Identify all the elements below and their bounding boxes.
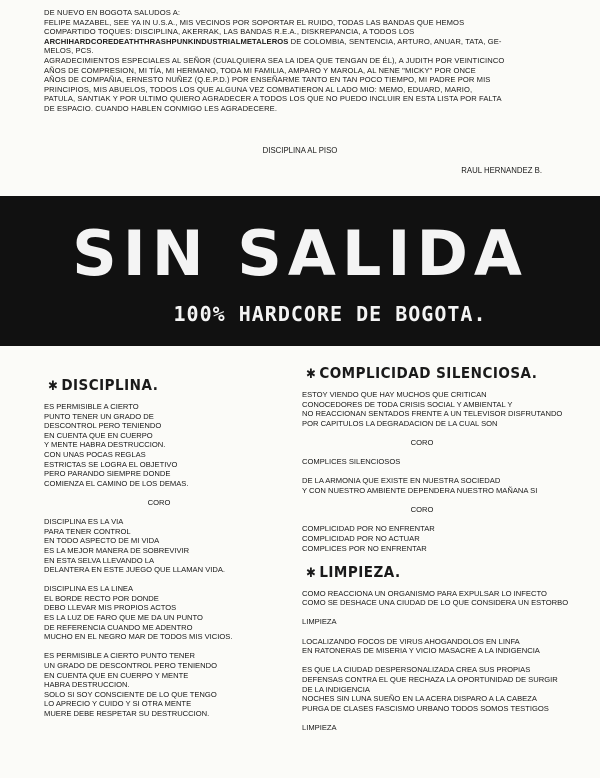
lyric-line: PUNTO TENER UN GRADO DE <box>44 411 154 421</box>
lyric-line: COMPLICES POR NO ENFRENTAR <box>302 543 427 553</box>
lyric-line: COMIENZA EL CAMINO DE LOS DEMAS. <box>44 478 189 488</box>
intro-bold-segment: ARCHIHARDCOREDEATHTHRASHPUNKINDUSTRIALMETALEROS <box>44 36 289 46</box>
lyric-line: PARA TENER CONTROL <box>44 526 131 536</box>
lyric-line: EN CUENTA QUE EN CUERPO Y MENTE <box>44 670 189 680</box>
intro-line: MELOS, PCS. <box>44 46 94 56</box>
lyric-line: EN ESTA SELVA LLEVANDO LA <box>44 555 155 565</box>
lyric-line: ESTOY VIENDO QUE HAY MUCHOS QUE CRITICAN <box>302 390 487 399</box>
lyric-line: COMO SE DESHACE UNA CIUDAD DE LO QUE CONSIDERA UN ESTORBO <box>302 598 569 608</box>
lyrics-left-column <box>44 376 284 719</box>
lyric-line: EN RATONERAS DE MISERIA Y VICIO MASACRE A LA INDIGENCIA <box>302 646 540 656</box>
song-title-limpieza <box>306 563 562 583</box>
intro-line: PATULA, SANTIAK Y POR ULTIMO QUIERO AGRADECER A TODOS LOS QUE NO PUEDO INCLUIR EN ESTA LISTA POR FALTA <box>44 94 502 104</box>
coro-label: CORO <box>410 437 434 447</box>
star-icon: ✱ <box>306 565 317 581</box>
intro-line: PRINCIPIOS, MIS ABUELOS, TODOS LOS QUE ALGUNA VEZ COMBATIERON AL LADO MIO: MEMO, EDUARD, MARIO, <box>44 84 473 94</box>
song-title-complicidad <box>306 364 562 384</box>
lyrics-right-column <box>302 364 569 733</box>
band-title: SIN SALIDA <box>72 217 528 290</box>
coro-label: CORO <box>147 497 171 507</box>
lyric-line: LIMPIEZA <box>302 723 337 732</box>
intro-line: AÑOS DE COMPRESION, MI TÍA, MI HERMANO, TODA MI FAMILIA, AMPARO Y MAROLA, AL NENE "MICKY" POR ONCE <box>44 65 476 75</box>
lyric-line: NOCHES SIN LUNA SUEÑO EN LA ACERA DISPARO A LA CABEZA <box>302 694 537 704</box>
lyric-line: MUERE DEBE RESPETAR SU DESTRUCCION. <box>44 709 210 718</box>
lyric-line: DISCIPLINA ES LA LINEA <box>44 584 134 594</box>
lyric-line: DISCIPLINA ES LA VIA <box>44 517 124 527</box>
intro-line: AGRADECIMIENTOS ESPECIALES AL SEÑOR (CUALQUIERA SEA LA IDEA QUE TENGAN DE ÉL), A JUDITH POR VEINTICINCO <box>44 55 505 65</box>
lyric-line: Y MENTE HABRA DESTRUCCION. <box>44 440 166 450</box>
lyric-line: EN CUENTA QUE EN CUERPO <box>44 430 153 440</box>
lyric-line: EL BORDE RECTO POR DONDE <box>44 593 159 603</box>
star-icon: ✱ <box>48 379 59 394</box>
lyric-line: NO REACCIONAN SENTADOS FRENTE A UN TELEVISOR DISFRUTANDO <box>302 409 563 419</box>
lyric-line: ES PERMISIBLE A CIERTO <box>44 402 139 411</box>
lyric-line: PURGA DE CLASES FASCISMO URBANO TODOS SOMOS TESTIGOS <box>302 703 549 713</box>
lyric-line: LOCALIZANDO FOCOS DE VIRUS AHOGANDOLOS EN LINFA <box>302 636 520 646</box>
lyric-line: MUCHO EN EL NEGRO MAR DE TODOS MIS VICIOS. <box>44 632 233 642</box>
lyric-line: LIMPIEZA <box>302 617 337 627</box>
lyric-line: CONOCEDORES DE TODA CRISIS SOCIAL Y AMBIENTAL Y <box>302 399 513 409</box>
signature: RAUL HERNANDEZ B. <box>461 166 542 175</box>
intro-text <box>44 8 544 114</box>
song-title-text: COMPLICIDAD SILENCIOSA. <box>319 364 538 382</box>
lyric-line: HABRA DESTRUCCION. <box>44 680 130 690</box>
lyric-line: DE REFERENCIA CUANDO ME ADENTRO <box>44 622 193 632</box>
lyric-line: PERO PARANDO SIEMPRE DONDE <box>44 469 171 479</box>
lyric-line: ES PERMISIBLE A CIERTO PUNTO TENER <box>44 651 195 661</box>
coro-label: CORO <box>410 505 434 515</box>
lyric-line: LO APRECIO Y CUIDO Y SI OTRA MENTE <box>44 699 192 709</box>
lyric-line: DEFENSAS CONTRA EL QUE RECHAZA LA OPORTUNIDAD DE SURGIR <box>302 675 558 685</box>
intro-line: FELIPE MAZABEL, SEE YA IN U.S.A., MIS VECINOS POR SOPORTAR EL RUIDO, TODAS LAS BANDAS QUE HEMOS <box>44 17 465 27</box>
star-icon: ✱ <box>306 367 317 382</box>
lyric-line: ES LA MEJOR MANERA DE SOBREVIVIR <box>44 545 190 555</box>
lyric-line: ESTRICTAS SE LOGRA EL OBJETIVO <box>44 459 178 469</box>
lyric-line: COMO REACCIONA UN ORGANISMO PARA EXPULSAR LO INFECTO <box>302 588 547 598</box>
lyric-line: ES LA LUZ DE FARO QUE ME DA UN PUNTO <box>44 613 203 623</box>
lyric-line: DELANTERA EN ESTE JUEGO QUE LLAMAN VIDA. <box>44 565 226 575</box>
lyric-line: DEBO LLEVAR MIS PROPIOS ACTOS <box>44 603 177 613</box>
lyric-line: SOLO SI SOY CONSCIENTE DE LO QUE TENGO <box>44 689 217 699</box>
band-banner <box>0 196 600 346</box>
lyric-line: POR CAPITULOS LA DEGRADACION DE LA CUAL SON <box>302 418 498 428</box>
intro-line <box>44 37 544 47</box>
lyric-line: COMPLICIDAD POR NO ACTUAR <box>302 533 420 543</box>
lyric-line: CON UNAS POCAS REGLAS <box>44 449 146 459</box>
intro-bold-tail: DE COLOMBIA, SENTENCIA, ARTURO, ANUAR, TATA, GE- <box>288 36 502 46</box>
lyric-line: DESCONTROL PERO TENIENDO <box>44 421 162 431</box>
lyric-line: DE LA INDIGENCIA <box>302 684 370 694</box>
lyric-line: Y CON NUESTRO AMBIENTE DEPENDERA NUESTRO MAÑANA SI <box>302 485 538 495</box>
song-title-text: DISCIPLINA. <box>61 376 159 394</box>
intro-line: COMPARTIDO TOQUES: DISCIPLINA, AKERRAK, LAS BANDAS R.E.A., DISKREPANCIA, A TODOS LOS <box>44 27 415 37</box>
intro-line: DE ESPACIO. CUANDO HABLEN CONMIGO LES AGRADECERE. <box>44 103 278 113</box>
lyric-line: UN GRADO DE DESCONTROL PERO TENIENDO <box>44 661 217 671</box>
lyric-line: ES QUE LA CIUDAD DESPERSONALIZADA CREA SUS PROPIAS <box>302 665 531 675</box>
intro-line: DE NUEVO EN BOGOTA SALUDOS A: <box>44 8 181 17</box>
song-title-text: LIMPIEZA. <box>319 562 401 581</box>
song-title-disciplina <box>48 376 284 396</box>
lyric-line: DE LA ARMONIA QUE EXISTE EN NUESTRA SOCIEDAD <box>302 476 501 486</box>
lyric-line: COMPLICES SILENCIOSOS <box>302 457 401 467</box>
intro-line: AÑOS DE COMPAÑIA, ERNESTO NUÑEZ (Q.E.P.D.) POR ENSEÑARME TANTO EN TAN POCO TIEMPO, MI PADRE POR MIS <box>44 75 491 85</box>
lyric-line: EN TODO ASPECTO DE MI VIDA <box>44 536 160 546</box>
signoff: DISCIPLINA AL PISO <box>262 146 338 155</box>
band-subtitle: 100% HARDCORE DE BOGOTA. <box>173 302 487 326</box>
lyric-line: COMPLICIDAD POR NO ENFRENTAR <box>302 524 435 534</box>
